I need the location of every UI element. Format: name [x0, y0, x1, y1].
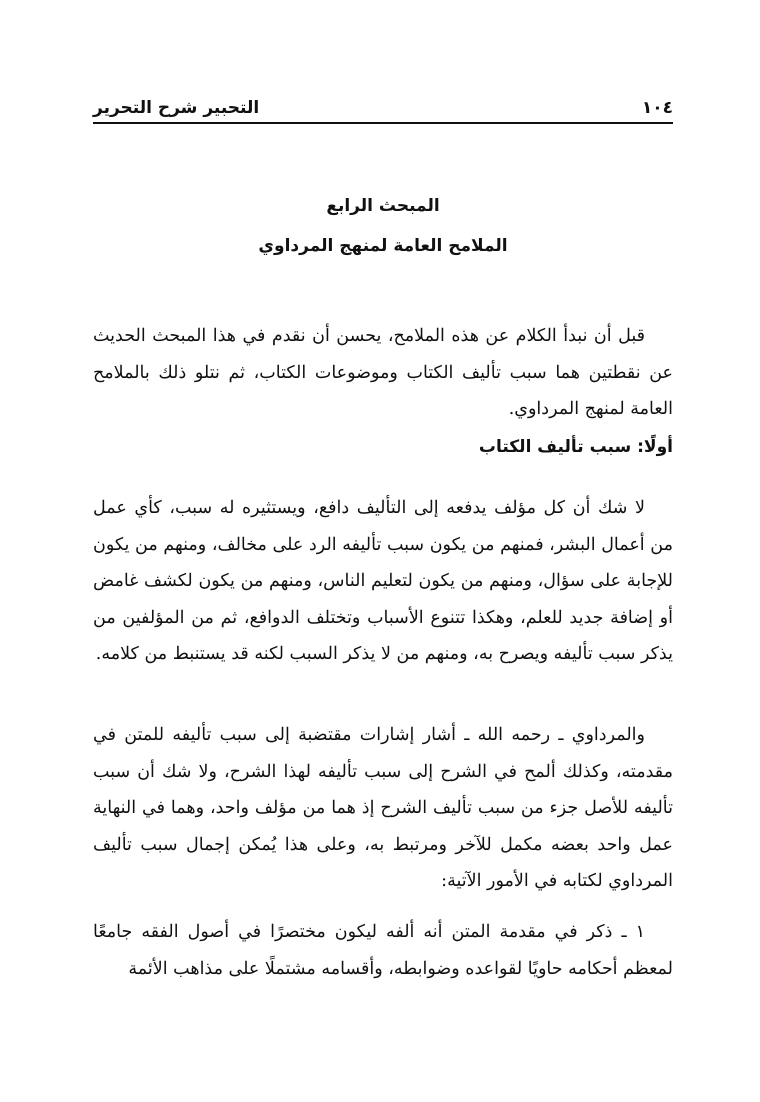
paragraph-text: لا شك أن كل مؤلف يدفعه إلى التأليف دافع، ويستثيره له سبب، كأي عمل من أعمال البشر، فمنهم من يكون سبب تأليفه الرد على مخالف، ومنهم من يكون للإجابة على سؤال، ومنهم من يكون لتعليم الناس، ومنهم من يكون لكشف غامض أو إضافة جديد للعلم، وهكذا تتنوع الأسباب وتختلف الدوافع، ثم من المؤلفين من يذكر سبب تأليفه ويصرح به، ومنهم من لا يذكر السبب لكنه قد يستنبط من كلامه.: [93, 498, 673, 664]
point-one-paragraph: [93, 914, 673, 987]
paragraph-text: والمرداوي ـ رحمه الله ـ أشار إشارات مقتضبة إلى سبب تأليفه للمتن في مقدمته، وكذلك ألمح في الشرح إلى سبب تأليفه لهذا الشرح، ولا شك أن سبب تأليفه للأصل جزء من سبب تأليف الشرح إذ هما من مؤلف واحد، وهما في النهاية عمل واحد بعضه مكمل للآخر ومرتبط به، وعلى هذا يُمكن إجمال سبب تأليف المرداوي لكتابه في الأمور الآتية:: [93, 725, 673, 891]
section-subtitle: الملامح العامة لمنهج المرداوي: [258, 236, 508, 256]
intro-paragraph: [93, 318, 673, 428]
section-title: المبحث الرابع: [326, 196, 440, 216]
page-number: ١٠٤: [641, 98, 673, 118]
mardawi-paragraph: [93, 717, 673, 900]
running-header: [93, 90, 673, 118]
reason-paragraph: [93, 490, 673, 673]
running-title: التحبير شرح التحرير: [93, 98, 260, 118]
paragraph-text: ١ ـ ذكر في مقدمة المتن أنه ألفه ليكون مختصرًا في أصول الفقه جامعًا لمعظم أحكامه حاويًا لقواعده وضوابطه، وأقسامه مشتملًا على مذاهب الأئمة: [93, 922, 673, 979]
subheading-reason: أولًا: سبب تأليف الكتاب: [478, 437, 673, 457]
paragraph-text: قبل أن نبدأ الكلام عن هذه الملامح، يحسن أن نقدم في هذا المبحث الحديث عن نقطتين هما سبب تأليف الكتاب وموضوعات الكتاب، ثم نتلو ذلك بالملامح العامة لمنهج المرداوي.: [93, 326, 673, 419]
header-rule: [93, 122, 673, 124]
